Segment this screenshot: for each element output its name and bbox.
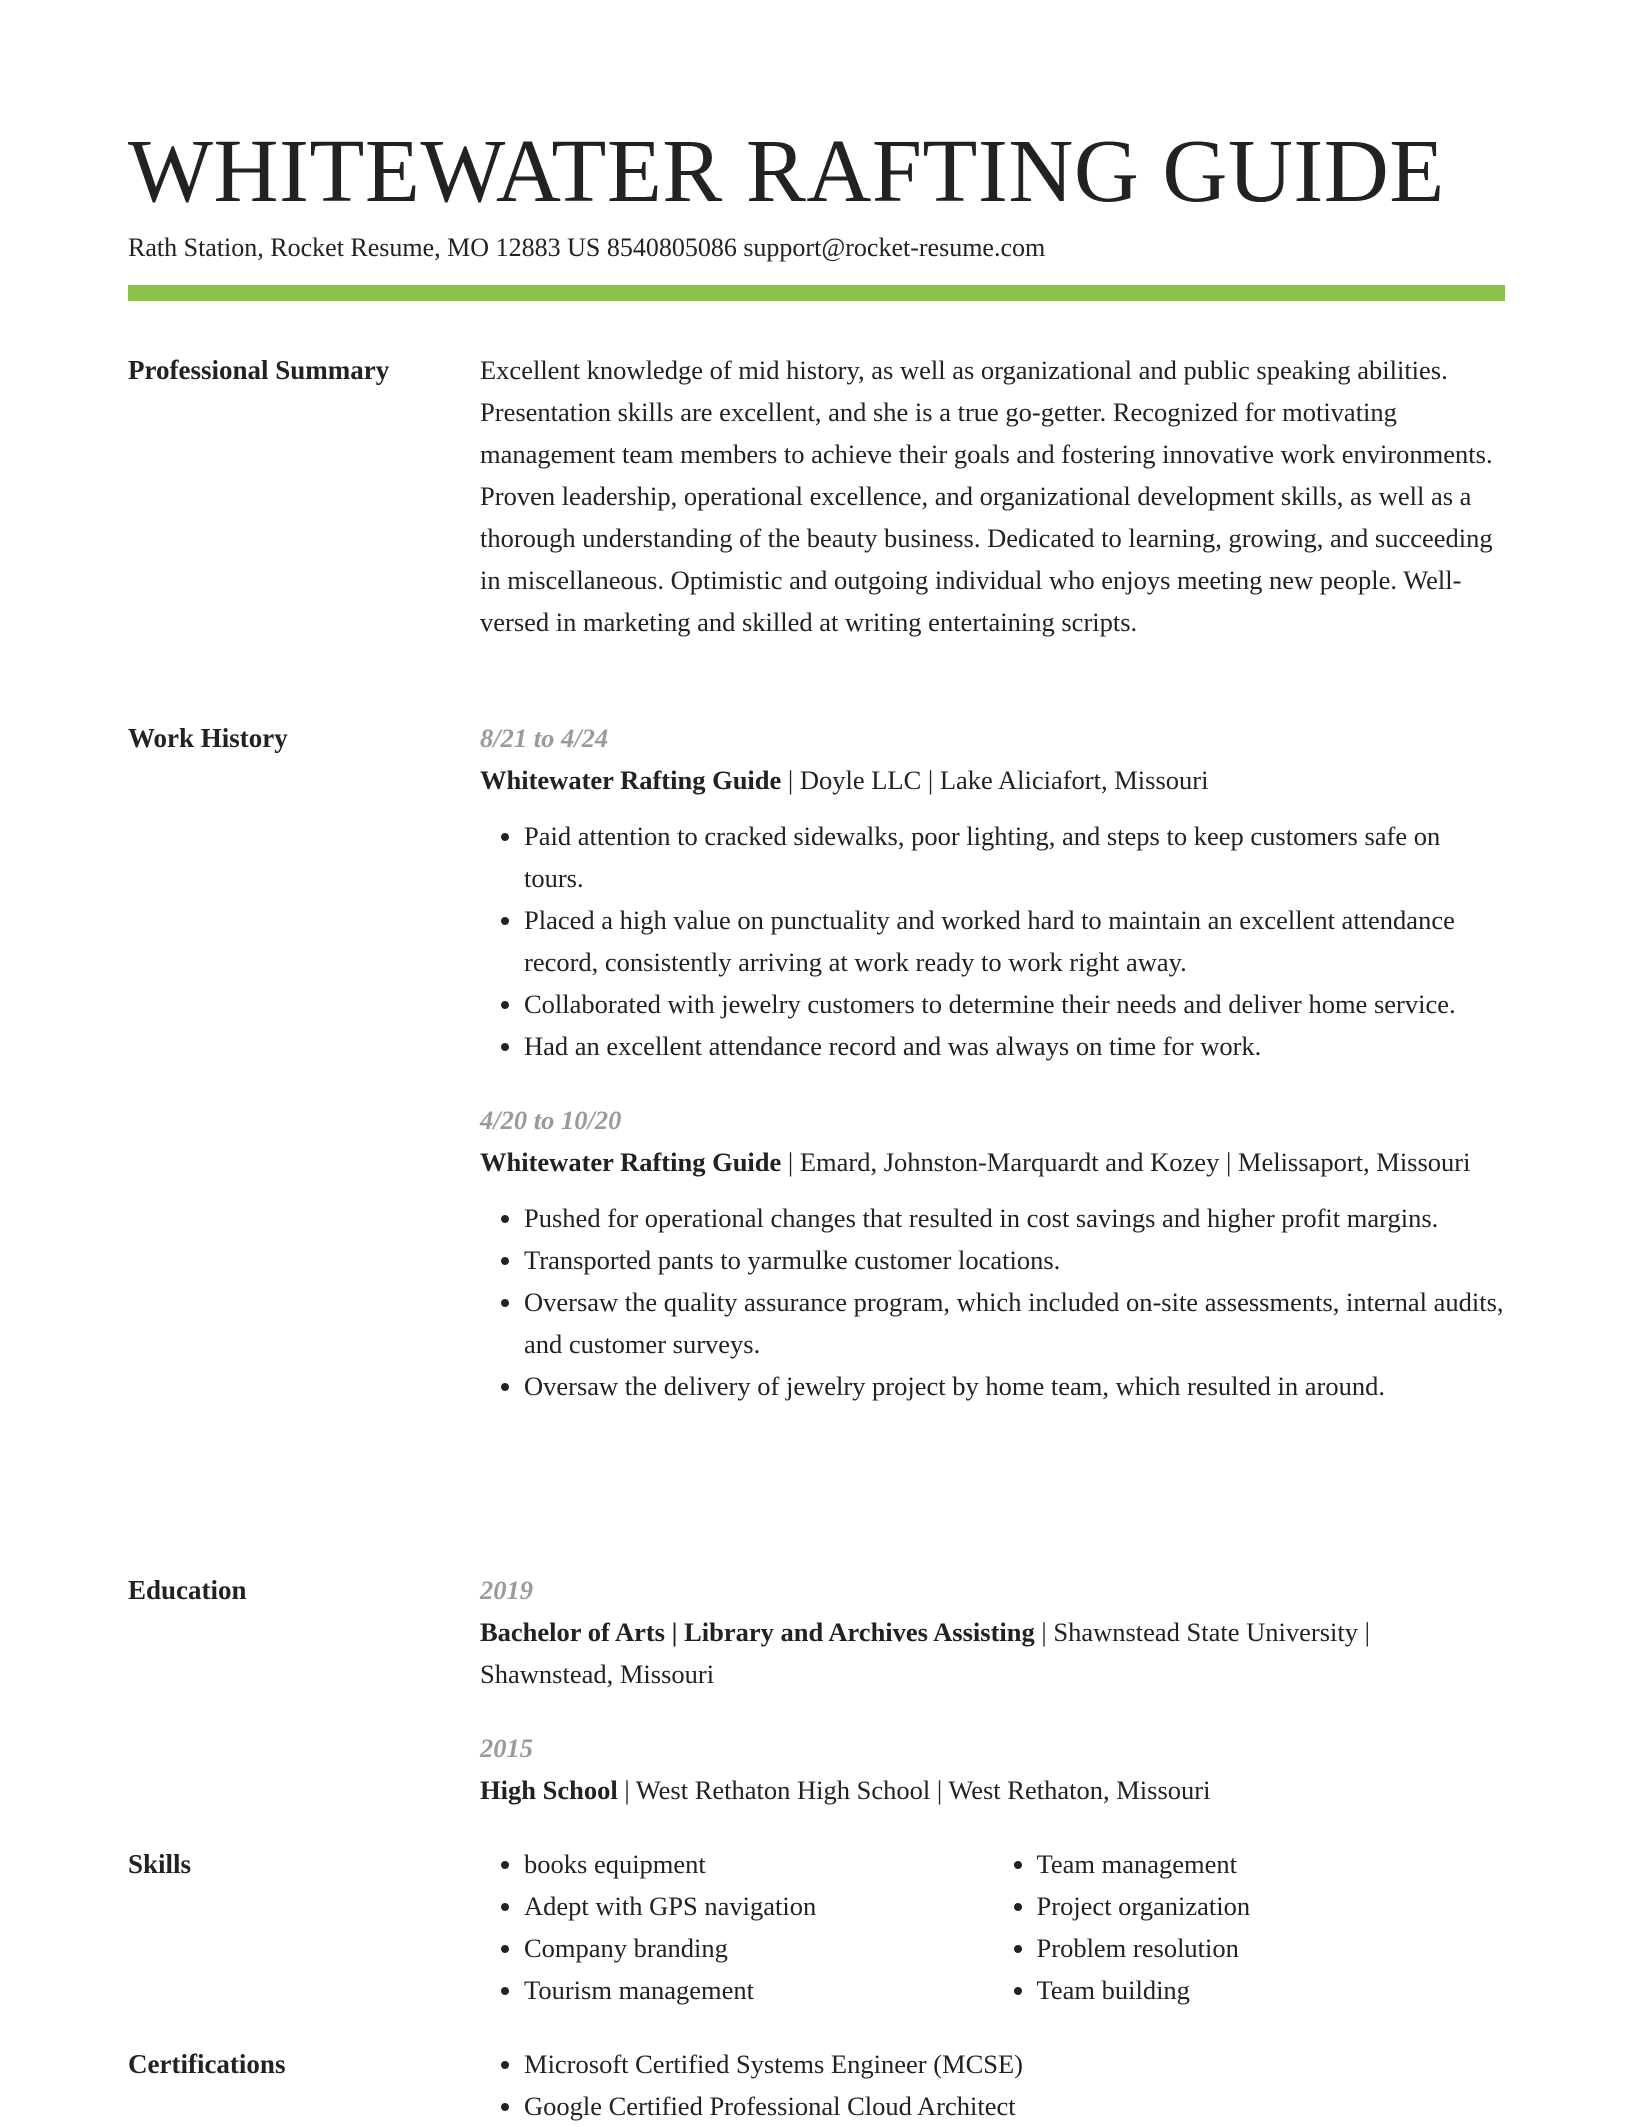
education-entry [480,1569,1505,1695]
job-bullet: • Transported pants to yarmulke customer locations. [524,1239,1505,1281]
job-heading [480,1141,1505,1183]
job-entry [480,717,1505,1067]
job-bullet: • Pushed for operational changes that resulted in cost savings and higher profit margins. [524,1197,1505,1239]
skill-item: • Team management [1037,1843,1506,1885]
skill-item: • Problem resolution [1037,1927,1506,1969]
skill-item: • Team building [1037,1969,1506,2011]
job-role: Whitewater Rafting Guide [480,765,782,795]
skills-list-right [993,1843,1506,2011]
job-bullet: • Paid attention to cracked sidewalks, poor lighting, and steps to keep customers safe on tours. [524,815,1505,899]
job-bullet: • Had an excellent attendance record and was always on time for work. [524,1025,1505,1067]
education-heading [480,1611,1505,1695]
education-year: 2019 [480,1575,533,1605]
job-details: | Doyle LLC | Lake Aliciafort, Missouri [781,765,1209,795]
job-entry [480,1099,1505,1407]
education-degree: High School [480,1775,618,1805]
certification-item: • Google Certified Professional Cloud Architect [524,2085,1505,2127]
skills-list-left [480,1843,993,2011]
section-title-skills: Skills [128,1849,192,1879]
job-heading [480,759,1505,801]
accent-divider [128,285,1505,301]
job-details: | Emard, Johnston-Marquardt and Kozey | Melissaport, Missouri [781,1147,1471,1177]
section-title-education: Education [128,1575,247,1605]
section-title-work-history: Work History [128,723,288,753]
job-role: Whitewater Rafting Guide [480,1147,782,1177]
skill-item: • Project organization [1037,1885,1506,1927]
skill-item: • Company branding [524,1927,993,1969]
skill-item: • Adept with GPS navigation [524,1885,993,1927]
job-bullet: • Oversaw the delivery of jewelry project by home team, which resulted in around. [524,1365,1505,1407]
education-heading [480,1769,1505,1811]
skill-item: • Tourism management [524,1969,993,2011]
education-details: | Shawnstead State University | Shawnstead, Missouri [480,1617,1370,1689]
contact-line: Rath Station, Rocket Resume, MO 12883 US 8540805086 support@rocket-resume.com [128,233,1046,262]
job-bullet: • Oversaw the quality assurance program, which included on-site assessments, internal audits, and customer surveys. [524,1281,1505,1365]
certification-item: • Microsoft Certified Systems Engineer (MCSE) [524,2043,1505,2085]
education-details: | West Rethaton High School | West Rethaton, Missouri [617,1775,1211,1805]
job-dates: 8/21 to 4/24 [480,723,609,753]
job-dates: 4/20 to 10/20 [480,1105,622,1135]
job-bullets [480,815,1505,1067]
skill-item: • books equipment [524,1843,993,1885]
section-title-certifications: Certifications [128,2049,286,2079]
certifications-list [480,2043,1505,2127]
summary-text: Excellent knowledge of mid history, as well as organizational and public speaking abilities. Presentation skills are excellent, and she is a true go-getter. Recognized for motivating management team members to achieve their goals and fostering innovative work environments. Proven leadership, operational excellence, and organizational development skills, as well as a thorough understanding of the beauty business. Dedicated to learning, growing, and succeeding in miscellaneous. Optimistic and outgoing individual who enjoys meeting new people. Well-versed in marketing and skilled at writing entertaining scripts. [480,355,1493,637]
resume-title: WHITEWATER RAFTING GUIDE [128,122,1445,221]
job-bullet: • Placed a high value on punctuality and worked hard to maintain an excellent attendance record, consistently arriving at work ready to work right away. [524,899,1505,983]
education-degree: Bachelor of Arts | Library and Archives Assisting [480,1617,1035,1647]
job-bullets [480,1197,1505,1407]
section-title-summary: Professional Summary [128,355,390,385]
education-year: 2015 [480,1733,533,1763]
job-bullet: • Collaborated with jewelry customers to determine their needs and deliver home service. [524,983,1505,1025]
education-entry [480,1727,1505,1811]
skills-columns [480,1843,1505,2011]
